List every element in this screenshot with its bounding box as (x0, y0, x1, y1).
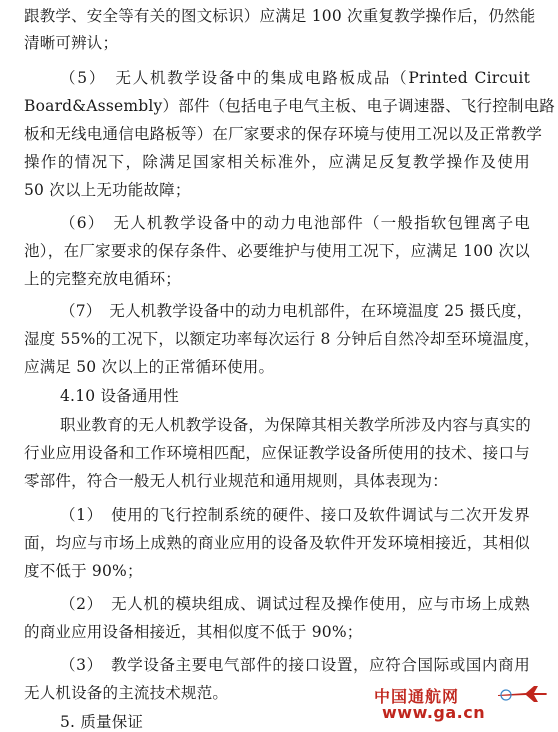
text-line: 上的完整充放电循环； (24, 270, 182, 288)
text-line: （5） 无人机教学设备中的集成电路板成品（Printed Circuit (60, 69, 530, 87)
section-heading: 5. 质量保证 (60, 713, 144, 731)
text-line: （3） 教学设备主要电气部件的接口设置，应符合国际或国内商用 (60, 656, 530, 674)
text-line: （2） 无人机的模块组成、调试过程及操作使用，应与市场上成熟 (60, 595, 530, 613)
text-line: （1） 使用的飞行控制系统的硬件、接口及软件调试与二次开发界 (60, 506, 530, 524)
text-line: 50 次以上无功能故障； (24, 181, 191, 199)
text-line: 面，均应与市场上成熟的商业应用的设备及软件开发环境相接近，其相似 (24, 534, 530, 552)
text-line: 职业教育的无人机教学设备，为保障其相关教学所涉及内容与真实的 (60, 416, 532, 434)
text-line: 板和无线电通信电路板等）在厂家要求的保存环境与使用工况以及正常教学 (24, 125, 543, 143)
section-heading: 4.10 设备通用性 (60, 387, 179, 405)
text-line: 操作的情况下，除满足国家相关标准外，应满足反复教学操作及使用 (24, 153, 530, 171)
text-line: 度不低于 90%； (24, 562, 143, 580)
text-line: 无人机设备的主流技术规范。 (24, 684, 229, 702)
text-line: 跟教学、安全等有关的图文标识）应满足 100 次重复教学操作后，仍然能 (24, 7, 536, 25)
text-line: （7） 无人机教学设备中的动力电机部件，在环境温度 25 摄氏度， (60, 302, 533, 320)
site-watermark (372, 684, 552, 724)
watermark-url: www.ga.cn (382, 703, 486, 722)
text-line: 湿度 55%的工况下，以额定功率每次运行 8 分钟后自然冷却至环境温度， (24, 330, 540, 348)
text-line: （6） 无人机教学设备中的动力电池部件（一般指软包锂离子电 (60, 214, 530, 232)
text-line: 零部件，符合一般无人机行业规范和通用规则，具体表现为： (24, 472, 448, 490)
text-line: 应满足 50 次以上的正常循环使用。 (24, 358, 275, 376)
watermark-site-name: 中国通航网 (374, 687, 460, 706)
airplane-icon (496, 684, 548, 704)
text-line: 清晰可辨认； (24, 34, 119, 52)
text-line: Board&Assembly）部件（包括电子电气主板、电子调速器、飞行控制电路 (24, 97, 556, 115)
text-line: 池），在厂家要求的保存条件、必要维护与使用工况下，应满足 100 次以 (24, 242, 530, 260)
text-line: 行业应用设备和工作环境相匹配，应保证教学设备所使用的技术、接口与 (24, 444, 530, 462)
text-line: 的商业应用设备相接近，其相似度不低于 90%； (24, 623, 363, 641)
